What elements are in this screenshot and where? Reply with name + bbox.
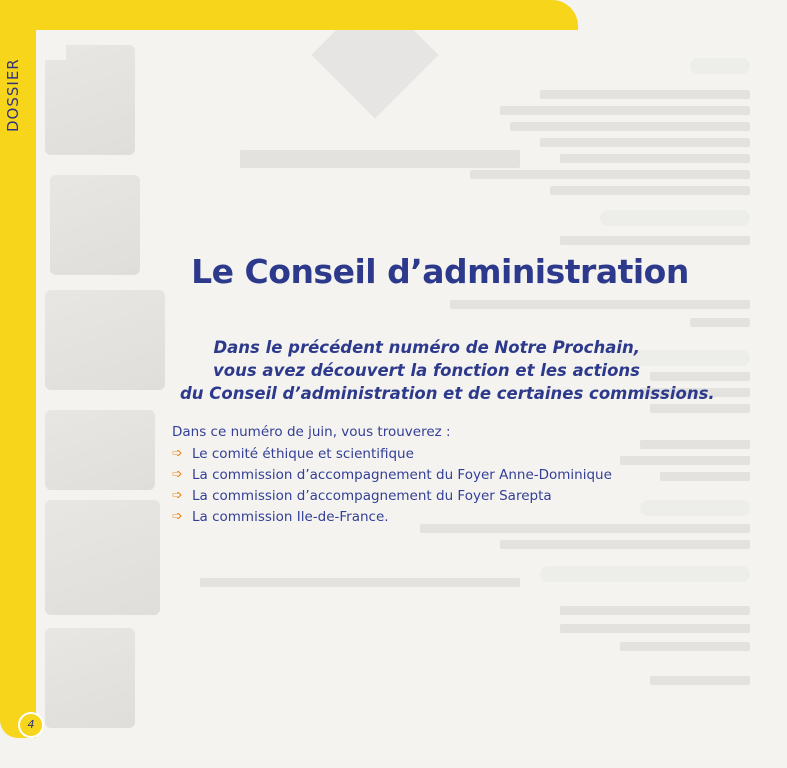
list-item-label: Le comité éthique et scientifique	[192, 445, 414, 462]
intro-line: Dans le précédent numéro de Notre Prochain,	[213, 338, 640, 357]
list-item-label: La commission d’accompagnement du Foyer Anne-Dominique	[192, 466, 612, 483]
intro-line: du Conseil d’administration et de certaines commissions.	[180, 384, 715, 403]
contents-list	[172, 443, 612, 527]
list-item	[172, 464, 612, 485]
page-title: Le Conseil d’administration	[191, 252, 689, 291]
orange-arrow-icon: ➩	[172, 446, 183, 461]
lead-text: Dans ce numéro de juin, vous trouverez :	[172, 424, 451, 440]
list-item	[172, 443, 612, 464]
list-item-label: La commission d’accompagnement du Foyer Sarepta	[192, 487, 552, 504]
list-item	[172, 485, 612, 506]
orange-arrow-icon: ➩	[172, 467, 183, 482]
list-item-label: La commission Ile-de-France.	[192, 508, 389, 525]
orange-arrow-icon: ➩	[172, 488, 183, 503]
orange-arrow-icon: ➩	[172, 509, 183, 524]
intro-line: vous avez découvert la fonction et les actions	[213, 361, 640, 380]
section-label: DOSSIER	[4, 58, 22, 132]
intro-paragraph	[180, 336, 715, 405]
list-item	[172, 506, 612, 527]
page-number: 4	[18, 712, 44, 738]
